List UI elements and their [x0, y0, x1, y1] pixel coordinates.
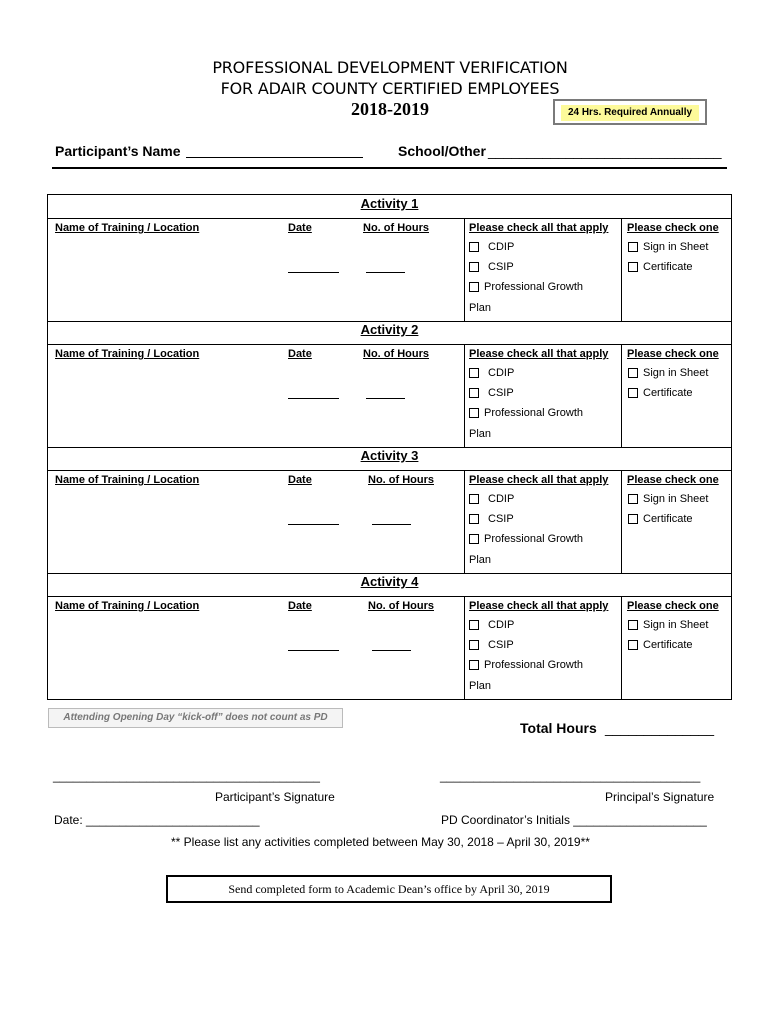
- cdip-option[interactable]: [469, 367, 514, 379]
- professional-growth-option[interactable]: [469, 659, 583, 671]
- hours-header: No. of Hours: [368, 474, 434, 486]
- requirement-badge: [553, 99, 707, 125]
- column-divider: [464, 218, 465, 321]
- date-field[interactable]: [288, 650, 339, 651]
- checkbox-icon[interactable]: [628, 242, 638, 252]
- cdip-option[interactable]: [469, 241, 514, 253]
- check-one-header: Please check one: [627, 474, 719, 486]
- cdip-label: CDIP: [488, 367, 515, 379]
- opening-day-note: Attending Opening Day “kick-off” does not count as PD: [48, 708, 343, 728]
- form-title-line-2: FOR ADAIR COUNTY CERTIFIED EMPLOYEES: [220, 79, 560, 98]
- hours-header: No. of Hours: [363, 348, 429, 360]
- checkbox-icon[interactable]: [469, 388, 479, 398]
- submission-note: Send completed form to Academic Dean’s office by April 30, 2019: [166, 875, 612, 903]
- checkbox-icon[interactable]: [628, 494, 638, 504]
- csip-label: CSIP: [488, 261, 514, 273]
- check-all-header: Please check all that apply: [469, 600, 609, 612]
- certificate-option[interactable]: [628, 387, 693, 399]
- activity-3-title: Activity 3: [360, 448, 419, 463]
- activities-table: [47, 194, 732, 700]
- certificate-label: Certificate: [643, 387, 693, 399]
- sign-in-sheet-option[interactable]: [628, 367, 708, 379]
- participant-name-field[interactable]: [186, 157, 363, 158]
- date-header: Date: [288, 348, 312, 360]
- date-field[interactable]: [288, 524, 339, 525]
- header-divider: [52, 167, 727, 169]
- checkbox-icon[interactable]: [628, 620, 638, 630]
- participant-signature-label: Participant’s Signature: [215, 790, 335, 804]
- check-all-header: Please check all that apply: [469, 348, 609, 360]
- checkbox-icon[interactable]: [469, 620, 479, 630]
- check-one-header: Please check one: [627, 222, 719, 234]
- instruction-text: ** Please list any activities completed between May 30, 2018 – April 30, 2019**: [171, 835, 590, 849]
- principal-signature-label: Principal’s Signature: [605, 790, 715, 804]
- activity-2-title: Activity 2: [360, 322, 419, 337]
- certificate-label: Certificate: [643, 639, 693, 651]
- hours-header: No. of Hours: [368, 600, 434, 612]
- checkbox-icon[interactable]: [469, 640, 479, 650]
- date-field[interactable]: [288, 398, 339, 399]
- csip-label: CSIP: [488, 387, 514, 399]
- check-all-header: Please check all that apply: [469, 222, 609, 234]
- training-location-header: Name of Training / Location: [55, 222, 200, 234]
- sign-in-sheet-label: Sign in Sheet: [643, 493, 709, 505]
- hours-header: No. of Hours: [363, 222, 429, 234]
- csip-option[interactable]: [469, 387, 514, 399]
- checkbox-icon[interactable]: [628, 388, 638, 398]
- professional-growth-option[interactable]: [469, 407, 583, 419]
- form-title-line-1: PROFESSIONAL DEVELOPMENT VERIFICATION: [212, 58, 568, 77]
- professional-growth-option[interactable]: [469, 533, 583, 545]
- check-one-header: Please check one: [627, 600, 719, 612]
- column-divider: [464, 470, 465, 573]
- certificate-option[interactable]: [628, 639, 693, 651]
- activity-header-rule: [48, 470, 731, 471]
- date-header: Date: [288, 474, 312, 486]
- checkbox-icon[interactable]: [469, 282, 479, 292]
- column-divider: [621, 218, 622, 321]
- activity-divider: [48, 321, 731, 322]
- cdip-label: CDIP: [488, 619, 515, 631]
- total-hours-label: Total Hours: [520, 720, 597, 736]
- hours-field[interactable]: [366, 272, 405, 273]
- principal-signature-line[interactable]: _______________________________________: [440, 769, 701, 783]
- school-field[interactable]: ______________________________: [488, 143, 722, 159]
- certificate-label: Certificate: [643, 513, 693, 525]
- training-location-header: Name of Training / Location: [55, 600, 200, 612]
- checkbox-icon[interactable]: [469, 660, 479, 670]
- checkbox-icon[interactable]: [469, 514, 479, 524]
- sign-in-sheet-label: Sign in Sheet: [643, 241, 709, 253]
- checkbox-icon[interactable]: [469, 262, 479, 272]
- csip-option[interactable]: [469, 513, 514, 525]
- hours-field[interactable]: [366, 398, 405, 399]
- activity-1-title: Activity 1: [360, 196, 419, 211]
- cdip-label: CDIP: [488, 241, 515, 253]
- checkbox-icon[interactable]: [628, 514, 638, 524]
- cdip-label: CDIP: [488, 493, 515, 505]
- certificate-option[interactable]: [628, 513, 693, 525]
- total-hours-field[interactable]: ______________: [605, 720, 715, 736]
- professional-growth-label: Professional Growth: [484, 281, 584, 293]
- sign-in-sheet-option[interactable]: [628, 619, 708, 631]
- date-header: Date: [288, 600, 312, 612]
- certificate-label: Certificate: [643, 261, 693, 273]
- activity-4-title: Activity 4: [360, 574, 419, 589]
- school-year: 2018-2019: [351, 99, 429, 119]
- checkbox-icon[interactable]: [469, 408, 479, 418]
- cdip-option[interactable]: [469, 619, 514, 631]
- check-all-header: Please check all that apply: [469, 474, 609, 486]
- sign-in-sheet-option[interactable]: [628, 241, 708, 253]
- date-field[interactable]: [288, 272, 339, 273]
- training-location-header: Name of Training / Location: [55, 474, 200, 486]
- activity-header-rule: [48, 596, 731, 597]
- pd-coordinator-initials-field[interactable]: PD Coordinator’s Initials ____________________: [441, 813, 707, 827]
- column-divider: [464, 344, 465, 447]
- column-divider: [464, 596, 465, 699]
- participant-name-label: Participant’s Name: [55, 143, 181, 159]
- hours-field[interactable]: [372, 524, 411, 525]
- school-label: School/Other: [398, 143, 486, 159]
- checkbox-icon[interactable]: [469, 242, 479, 252]
- professional-growth-plan-label: Plan: [469, 680, 492, 692]
- professional-growth-label: Professional Growth: [484, 533, 584, 545]
- professional-growth-plan-label: Plan: [469, 428, 492, 440]
- sign-in-sheet-option[interactable]: [628, 493, 708, 505]
- professional-growth-label: Professional Growth: [484, 659, 584, 671]
- certificate-option[interactable]: [628, 261, 693, 273]
- activity-header-rule: [48, 218, 731, 219]
- sign-in-sheet-label: Sign in Sheet: [643, 619, 709, 631]
- checkbox-icon[interactable]: [469, 494, 479, 504]
- check-one-header: Please check one: [627, 348, 719, 360]
- checkbox-icon[interactable]: [628, 262, 638, 272]
- professional-growth-plan-label: Plan: [469, 554, 492, 566]
- professional-growth-option[interactable]: [469, 281, 583, 293]
- csip-option[interactable]: [469, 261, 514, 273]
- requirement-text: 24 Hrs. Required Annually: [561, 105, 699, 121]
- column-divider: [621, 596, 622, 699]
- training-location-header: Name of Training / Location: [55, 348, 200, 360]
- checkbox-icon[interactable]: [469, 368, 479, 378]
- date-field[interactable]: Date: __________________________: [54, 813, 260, 827]
- csip-label: CSIP: [488, 639, 514, 651]
- activity-divider: [48, 573, 731, 574]
- column-divider: [621, 470, 622, 573]
- sign-in-sheet-label: Sign in Sheet: [643, 367, 709, 379]
- hours-field[interactable]: [372, 650, 411, 651]
- checkbox-icon[interactable]: [628, 640, 638, 650]
- date-header: Date: [288, 222, 312, 234]
- csip-label: CSIP: [488, 513, 514, 525]
- checkbox-icon[interactable]: [628, 368, 638, 378]
- csip-option[interactable]: [469, 639, 514, 651]
- checkbox-icon[interactable]: [469, 534, 479, 544]
- professional-growth-plan-label: Plan: [469, 302, 492, 314]
- column-divider: [621, 344, 622, 447]
- participant-signature-line[interactable]: ________________________________________: [53, 769, 320, 783]
- cdip-option[interactable]: [469, 493, 514, 505]
- activity-divider: [48, 447, 731, 448]
- professional-growth-label: Professional Growth: [484, 407, 584, 419]
- activity-header-rule: [48, 344, 731, 345]
